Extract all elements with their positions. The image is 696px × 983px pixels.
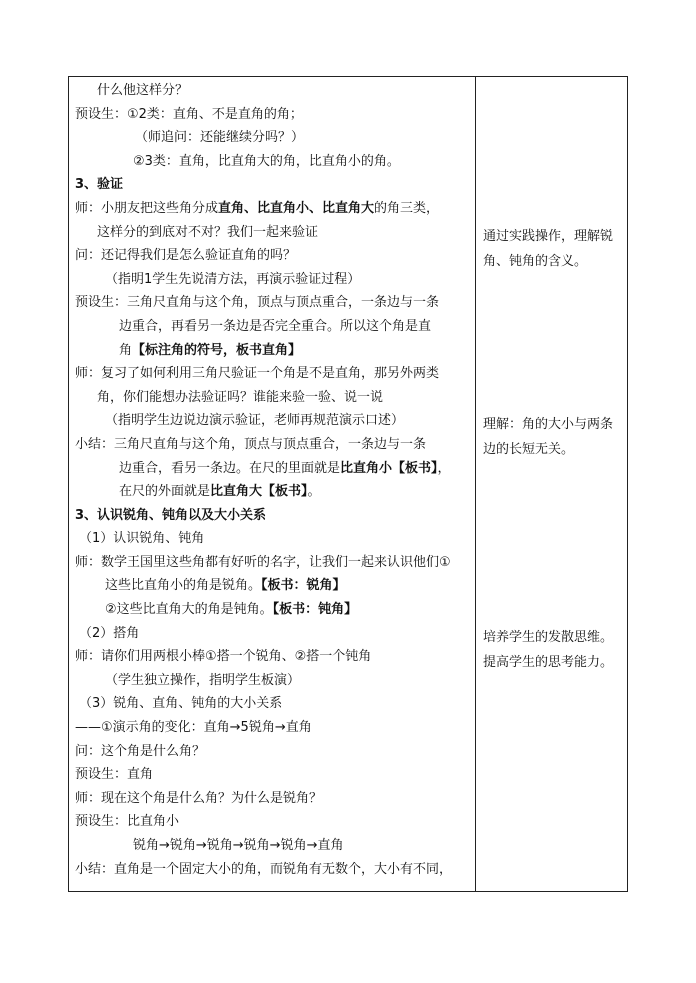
text-line <box>75 173 473 197</box>
lesson-plan-table <box>68 76 628 892</box>
text-line <box>75 103 473 127</box>
text-line <box>75 622 473 646</box>
text-segment: 边重合，再看另一条边是否完全重合。所以这个角是直 <box>119 318 432 334</box>
bold-text: 3、认识锐角、钝角以及大小关系 <box>75 507 267 523</box>
text-line <box>75 810 473 834</box>
text-segment: 师：现在这个角是什么角？为什么是锐角？ <box>75 790 323 806</box>
bold-text: 【板书：钝角】 <box>272 602 358 618</box>
text-segment: 小结：三角尺直角与这个角，顶点与顶点重合，一条边与一条 <box>75 436 427 452</box>
text-segment: （学生独立操作，指明学生板演） <box>105 672 301 688</box>
text-segment: ②这些比直角大的角是钝角。 <box>105 602 273 618</box>
text-segment: （师追问：还能继续分吗？） <box>135 130 305 146</box>
text-line <box>75 716 473 740</box>
text-segment: （指明1学生先说清方法，再演示验证过程） <box>105 271 361 287</box>
text-line <box>75 598 473 622</box>
text-segment: 在尺的外面就是 <box>119 484 211 500</box>
text-line <box>75 480 473 504</box>
text-segment: 这样分的到底对不对？我们一起来验证 <box>97 224 319 240</box>
text-segment: 。 <box>307 484 321 500</box>
text-line <box>75 834 473 858</box>
text-line <box>75 197 473 221</box>
text-segment: 师：请你们用两根小棒①搭一个锐角、②搭一个钝角 <box>75 649 372 665</box>
text-line <box>75 150 473 174</box>
text-line <box>75 504 473 528</box>
text-line <box>75 79 473 103</box>
text-line <box>75 551 473 575</box>
text-segment: 这些比直角小的角是锐角。 <box>105 578 262 594</box>
text-segment: 角，你们能想办法验证吗？谁能来验一验、说一说 <box>97 389 384 405</box>
text-line <box>75 858 473 882</box>
text-segment: ——①演示角的变化：直角→5锐角→直角 <box>75 720 312 736</box>
bold-text: 比直角小【板书】 <box>340 460 438 476</box>
text-line <box>75 763 473 787</box>
text-line <box>75 339 473 363</box>
text-line <box>75 268 473 292</box>
text-segment: （2）搭角 <box>79 625 140 641</box>
text-segment: ， <box>437 460 451 476</box>
design-note: 培养学生的发散思维。提高学生的思考能力。 <box>483 629 614 670</box>
text-segment: （指明学生边说边演示验证，老师再规范演示口述） <box>105 413 405 429</box>
text-segment: 问：这个角是什么角？ <box>75 743 206 759</box>
text-segment: 师：数学王国里这些角都有好听的名字，让我们一起来认识他们① <box>75 554 451 570</box>
text-line <box>75 362 473 386</box>
text-segment: ②3类：直角，比直角大的角，比直角小的角。 <box>133 153 400 169</box>
text-line <box>75 291 473 315</box>
text-line <box>75 457 473 481</box>
text-segment: 小结：直角是一个固定大小的角，而锐角有无数个，大小有不同， <box>75 861 453 877</box>
text-segment: 角 <box>119 342 133 358</box>
text-segment: 预设生：三角尺直角与这个角，顶点与顶点重合，一条边与一条 <box>75 295 440 311</box>
text-segment: 预设生：比直角小 <box>75 814 180 830</box>
bold-text: 【标注角的符号，板书直角】 <box>132 342 302 358</box>
bold-text: 【板书：锐角】 <box>261 578 346 594</box>
column-divider <box>475 77 476 891</box>
text-line <box>75 221 473 245</box>
teaching-process-column <box>75 79 473 881</box>
text-line <box>75 645 473 669</box>
text-segment: 锐角→锐角→锐角→锐角→锐角→直角 <box>133 838 344 853</box>
text-line <box>75 527 473 551</box>
text-line <box>75 244 473 268</box>
text-line <box>75 315 473 339</box>
text-line <box>75 669 473 693</box>
text-segment: 什么他这样分？ <box>97 83 189 98</box>
text-line <box>75 692 473 716</box>
text-segment: 师：小朋友把这些角分成 <box>75 200 219 216</box>
text-line <box>75 126 473 150</box>
design-note: 理解：角的大小与两条边的长短无关。 <box>483 417 614 458</box>
text-line <box>75 409 473 433</box>
text-segment: （1）认识锐角、钝角 <box>79 531 205 547</box>
text-line <box>75 433 473 457</box>
text-line <box>75 740 473 764</box>
bold-text: 直角、比直角小、比直角大 <box>218 200 375 216</box>
text-line <box>75 787 473 811</box>
bold-text: 比直角大【板书】 <box>210 484 308 500</box>
text-segment: 边重合，看另一条边。在尺的里面就是 <box>119 460 341 476</box>
text-segment: 的角三类， <box>374 200 440 216</box>
text-line <box>75 574 473 598</box>
text-segment: 预设生：直角 <box>75 767 154 783</box>
text-segment: （3）锐角、直角、钝角的大小关系 <box>79 696 283 712</box>
design-note: 通过实践操作，理解锐角、钝角的含义。 <box>483 228 614 269</box>
text-segment: 问：还记得我们是怎么验证直角的吗？ <box>75 248 297 264</box>
bold-text: 3、验证 <box>75 177 124 193</box>
text-line <box>75 386 473 410</box>
text-segment: 师：复习了如何利用三角尺验证一个角是不是直角，那另外两类 <box>75 366 440 382</box>
text-segment: 预设生：①2类：直角、不是直角的角； <box>75 106 303 122</box>
